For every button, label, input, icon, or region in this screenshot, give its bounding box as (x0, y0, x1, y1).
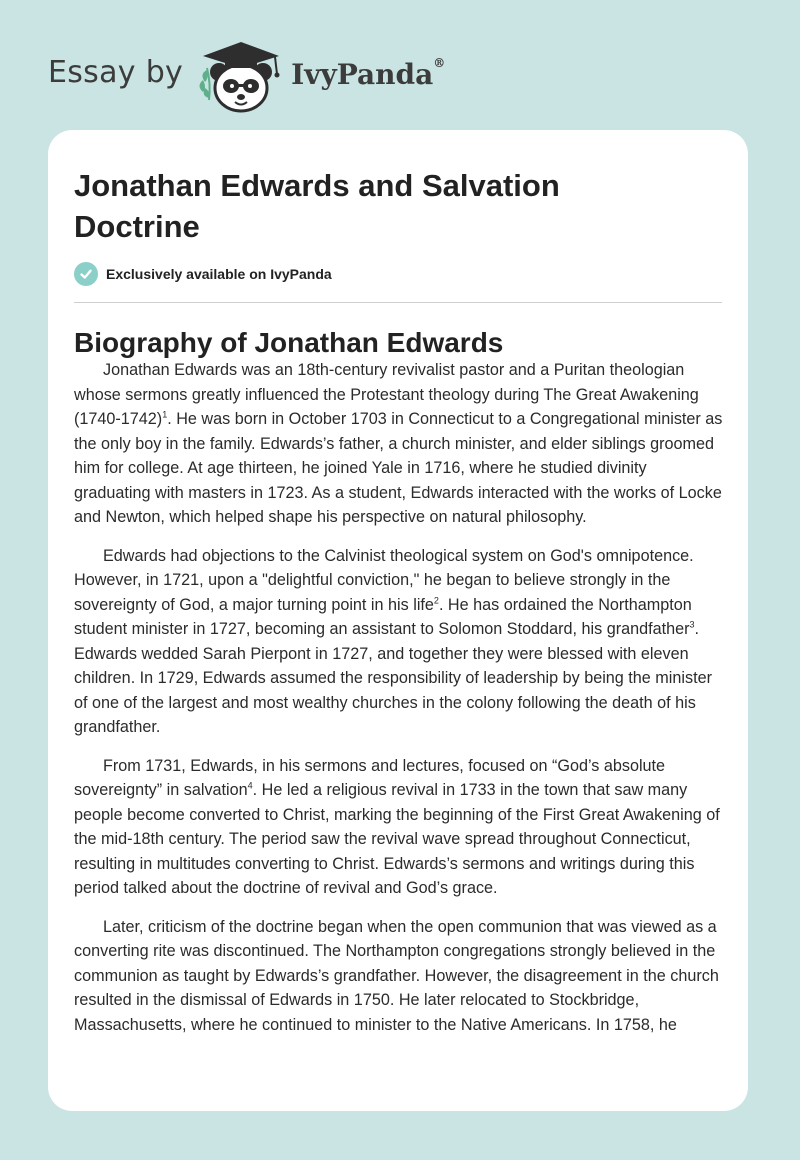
body-paragraph (74, 915, 724, 1038)
section-heading: Biography of Jonathan Edwards (74, 327, 504, 358)
paragraph-text: Edwards had objections to the Calvinist theological system on God's omnipotence. However, in 1721, upon a "delightful conviction," he began to believe strongly in the sovereignty of God, a major turning point in his life (74, 546, 694, 614)
exclusive-badge-text: Exclusively available on IvyPanda (106, 266, 332, 282)
body-paragraph (74, 544, 724, 740)
footnote-ref[interactable]: 1 (162, 409, 168, 420)
brand-text: IvyPanda (291, 57, 434, 91)
ivypanda-logo-icon[interactable] (197, 38, 289, 114)
paragraph-text: From 1731, Edwards, in his sermons and lectures, focused on “God’s absolute sovereignty” in salvation (74, 756, 666, 799)
paragraph-text: . Edwards wedded Sarah Pierpont in 1727, and together they were blessed with eleven children. In 1729, Edwards assumed the responsibility of leadership by being the minister of one of the largest and most wealthy churches in the colony following the death of his grandfather. (74, 620, 712, 736)
paragraph-text: . He led a religious revival in 1733 in the town that saw many people become converted to Christ, marking the beginning of the First Great Awakening of the mid-18th century. The period saw the revival wave spread throughout Connecticut, resulting in multitudes converting to Christ. Edwards’s sermons and writings during this period talked about the doctrine of revival and God’s grace. (74, 781, 720, 897)
brand-name[interactable] (291, 58, 445, 91)
paragraph-text: . He has ordained the Northampton student minister in 1727, becoming an assistant to Solomon Stoddard, his grandfather (74, 595, 692, 638)
body-paragraph (74, 358, 724, 530)
body-paragraph (74, 754, 724, 901)
footnote-ref[interactable]: 2 (433, 595, 439, 606)
paragraph-text: Jonathan Edwards was an 18th-century revivalist pastor and a Puritan theologian whose sermons greatly influenced the Protestant theology during The Great Awakening (1740-1742) (74, 361, 699, 428)
footnote-ref[interactable]: 3 (689, 619, 695, 630)
essay-card (48, 130, 748, 1111)
essay-by-label: Essay by (48, 54, 184, 90)
title-divider (74, 302, 722, 303)
footnote-ref[interactable]: 4 (247, 780, 253, 791)
paragraph-text: . He was born in October 1703 in Connecticut to a Congregational minister as the only boy in the family. Edwards’s father, a church minister, and elder siblings groomed him for college. At age thirteen, he joined Yale in 1716, where he studied divinity graduating with masters in 1723. As a student, Edwards interacted with the works of Locke and Newton, which helped shape his perspective on natural philosophy. (74, 410, 723, 526)
essay-title: Jonathan Edwards and Salvation Doctrine (74, 168, 560, 244)
paragraph-text: Later, criticism of the doctrine began when the open communion that was viewed as a converting rite was discontinued. The Northampton congregations strongly believed in the communion as taught by Edwards’s grandfather. However, the disagreement in the church resulted in the dismissal of Edwards in 1750. He later relocated to Stockbridge, Massachusetts, where he continued to minister to the Native Americans. In 1758, he (74, 917, 719, 1034)
site-header (48, 36, 445, 116)
exclusive-badge (74, 262, 332, 286)
essay-body (74, 358, 724, 1051)
registered-mark: ® (433, 56, 446, 71)
check-circle-icon (74, 262, 98, 286)
